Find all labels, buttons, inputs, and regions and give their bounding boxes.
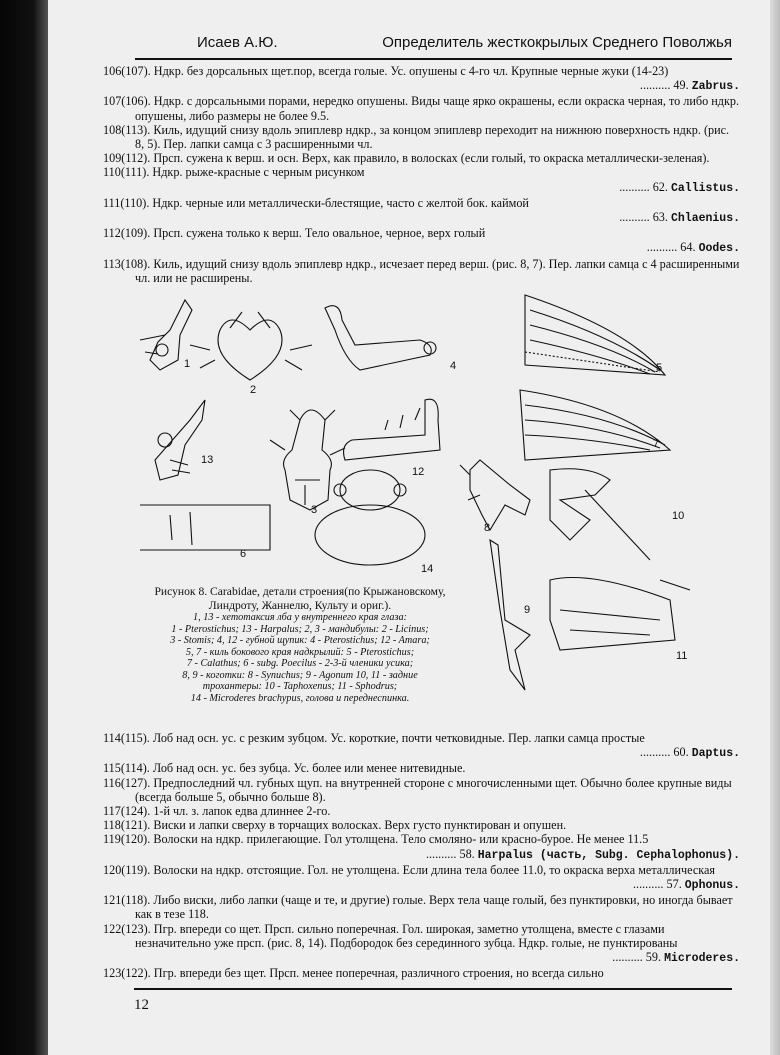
couplet-text: 121(118). Либо виски, либо лапки (чаще и те, и другие) голые. Верх тела чаще голый, без пунктировки, но иногда бывает как в тезе 118. bbox=[103, 893, 733, 922]
couplet-result bbox=[135, 950, 740, 966]
couplet-text: 118(121). Виски и лапки сверху в торчащих волосках. Верх густо пунктирован и опушен. bbox=[103, 818, 567, 833]
couplet-result bbox=[135, 847, 740, 863]
fig-label-8: 8 bbox=[484, 522, 491, 534]
genus-number: 59. bbox=[645, 950, 662, 965]
couplet-result bbox=[135, 240, 740, 256]
key-couplet bbox=[103, 893, 740, 922]
genus-number: 49. bbox=[673, 78, 689, 93]
drawing-5-elytral-keel bbox=[525, 295, 665, 375]
leader-dots: .......... bbox=[639, 745, 674, 760]
drawing-12-labial-palpus bbox=[344, 399, 440, 460]
couplet-text: 117(124). 1-й чл. з. лапок едва длиннее 2-го. bbox=[103, 804, 331, 819]
key-couplet bbox=[103, 761, 740, 776]
caption-line: 1, 13 - хетотаксия лба у внутреннего края глаза: bbox=[193, 612, 407, 623]
genus-name: Harpalus (часть, Subg. Cephalophonus). bbox=[477, 848, 740, 862]
couplet-text: 106(107). Ндкр. без дорсальных щет.пор, всегда голые. Ус. опушены с 4-го чл. Крупные черные жуки (14-23) bbox=[103, 64, 669, 78]
fig-label-11: 11 bbox=[676, 650, 688, 662]
key-couplet bbox=[103, 921, 740, 950]
key-couplet bbox=[103, 151, 740, 166]
key-couplet bbox=[103, 818, 740, 833]
leader-dots: .......... bbox=[619, 179, 653, 194]
key-couplet bbox=[103, 966, 740, 981]
couplet-text: 113(108). Киль, идущий снизу вдоль эпиплевр ндкр., исчезает перед верш. (рис. 8, 7). Пер. лапки самца с 4 расширенными чл. или не расширены. bbox=[103, 256, 740, 285]
caption-line: 7 - Calathus; 6 - subg. Poecilus - 2-3-й членики усика; bbox=[186, 658, 414, 669]
leader-dots: .......... bbox=[646, 240, 681, 255]
drawing-6-antenna-segments bbox=[140, 505, 270, 550]
couplet-text: 111(110). Ндкр. черные или металлически-блестящие, часто с желтой бок. каймой bbox=[103, 195, 529, 210]
genus-name: Oodes. bbox=[698, 242, 740, 256]
key-couplet bbox=[103, 64, 740, 78]
leader-dots: .......... bbox=[619, 210, 653, 225]
genus-number: 62. bbox=[652, 179, 668, 194]
drawing-2-mandibles bbox=[190, 312, 312, 380]
footer-rule bbox=[134, 988, 732, 990]
key-couplet bbox=[103, 226, 740, 241]
genus-number: 63. bbox=[652, 210, 668, 225]
couplet-text: 116(127). Предпоследний чл. губных щуп. на внутренней стороне с многочисленными щет. Обычно более крупные виды (всегда больше 5, обычно больше 8). bbox=[103, 775, 732, 804]
genus-number: 57. bbox=[666, 877, 682, 892]
fig-label-7: 7 bbox=[653, 438, 660, 450]
genus-name: Ophonus. bbox=[684, 879, 740, 893]
caption-line: 1 - Pterostichus; 13 - Harpalus; 2, 3 - мандибулы: 2 - Licinus; bbox=[171, 623, 429, 635]
caption-line: 3 - Stomis; 4, 12 - губной щупик: 4 - Pterostichus; 12 - Amara; bbox=[170, 635, 430, 646]
drawing-13-head-chaetotaxy bbox=[155, 400, 205, 480]
key-couplet bbox=[103, 94, 740, 123]
drawing-10-trochanter bbox=[550, 469, 650, 560]
genus-name: Callistus. bbox=[670, 181, 740, 195]
fig-label-9: 9 bbox=[524, 604, 531, 616]
fig-label-13: 13 bbox=[201, 454, 214, 466]
drawing-7-elytral-keel bbox=[520, 390, 670, 460]
leader-dots: .......... bbox=[632, 877, 667, 892]
drawing-8-claws bbox=[460, 460, 530, 530]
key-couplet bbox=[103, 256, 740, 285]
couplet-text: 112(109). Прсп. сужена только к верш. Тело овальное, черное, верх голый bbox=[103, 226, 486, 241]
fig-label-4: 4 bbox=[450, 360, 457, 372]
fig-label-12: 12 bbox=[412, 466, 425, 478]
caption-line: 8, 9 - коготки: 8 - Synuchus; 9 - Agonum 10, 11 - задние bbox=[182, 669, 418, 681]
couplet-text: 123(122). Пгр. впереди без щет. Прсп. менее поперечная, различного строения, но всегда сильно bbox=[103, 966, 604, 981]
couplet-text: 109(112). Прсп. сужена к верш. и осн. Верх, как правило, в волосках (если голый, то окраска металлически-зеленая). bbox=[103, 151, 710, 166]
fig-label-14: 14 bbox=[421, 563, 434, 575]
key-couplet bbox=[103, 731, 740, 745]
key-couplet bbox=[103, 195, 740, 210]
couplet-result bbox=[135, 745, 740, 761]
key-couplet bbox=[103, 165, 740, 180]
drawing-3-mandibles-body bbox=[270, 410, 345, 510]
fig-label-3: 3 bbox=[311, 504, 318, 516]
couplet-text: 107(106). Ндкр. с дорсальными порами, нередко опушены. Виды чаще ярко окрашены, если окраска черная, то либо ндкр. опушены, либо размеры не более 9.5. bbox=[103, 94, 740, 123]
fig-label-1: 1 bbox=[184, 358, 191, 370]
drawing-11-trochanter bbox=[550, 578, 690, 651]
leader-dots: .......... bbox=[612, 950, 646, 965]
scan-dark-edge bbox=[0, 0, 48, 1055]
genus-number: 60. bbox=[673, 745, 689, 760]
couplet-result bbox=[135, 78, 740, 94]
leader-dots: .......... bbox=[425, 846, 460, 861]
genus-name: Microderes. bbox=[664, 952, 740, 966]
caption-title: Рисунок 8. Carabidae, детали строения(по Крыжановскому, Линдроту, Жаннелю, Культу и ориг.). bbox=[154, 585, 446, 612]
fig-label-6: 6 bbox=[240, 548, 247, 560]
caption-legend bbox=[130, 612, 470, 704]
key-couplets-top bbox=[103, 64, 740, 285]
genus-name: Chlaenius. bbox=[670, 212, 740, 226]
header-title: Определитель жесткокрылых Среднего Поволжья bbox=[382, 34, 732, 51]
key-couplet bbox=[103, 775, 740, 804]
genus-number: 58. bbox=[459, 846, 475, 861]
couplet-result bbox=[135, 210, 740, 226]
scan-right-shade bbox=[770, 0, 780, 1055]
key-couplet bbox=[103, 122, 740, 152]
fig-label-10: 10 bbox=[672, 510, 685, 522]
couplet-text: 110(111). Ндкр. рыже-красные с черным рисунком bbox=[103, 165, 365, 180]
figure-caption bbox=[130, 585, 470, 704]
couplet-result bbox=[135, 877, 740, 893]
drawing-4-labial-palpus bbox=[325, 306, 436, 370]
fig-label-2: 2 bbox=[250, 384, 257, 396]
couplet-text: 108(113). Киль, идущий снизу вдоль эпиплевр ндкр., за концом эпиплевр переходит на нижнюю поверхность ндкр. (рис. 8, 5). Пер. лапки самца с 3 расширенными чл. bbox=[103, 122, 730, 152]
couplet-text: 119(120). Волоски на ндкр. прилегающие. Гол утолщена. Тело смоляно- или красно-бурое. Не менее 11.5 bbox=[103, 832, 649, 847]
couplet-text: 122(123). Пгр. впереди со щет. Прсп. сильно поперечная. Гол. широкая, заметно утолщена, вместе с глазами незначительно уже прсп. (рис. 8, 14). Подбородок без серединного зубца. Ндкр. голые, не пунктированы bbox=[103, 921, 678, 950]
couplet-text: 120(119). Волоски на ндкр. отстоящие. Гол. не утолщена. Если длина тела более 11.0, то окраска верха металлическая bbox=[103, 862, 716, 877]
header-author: Исаев А.Ю. bbox=[197, 34, 278, 51]
caption-line: трохантеры: 10 - Taphoxenus; 11 - Sphodrus; bbox=[202, 681, 398, 692]
key-couplet bbox=[103, 804, 740, 819]
genus-number: 64. bbox=[680, 240, 696, 255]
key-couplet bbox=[103, 862, 740, 877]
leader-dots: .......... bbox=[639, 78, 674, 93]
genus-name: Daptus. bbox=[691, 747, 740, 761]
key-couplets-bottom bbox=[103, 731, 740, 981]
couplet-text: 115(114). Лоб над осн. ус. без зубца. Ус. более или менее нитевидные. bbox=[103, 761, 466, 776]
caption-line: 5, 7 - киль бокового края надкрылий: 5 - Pterostichus; bbox=[185, 646, 415, 658]
couplet-result bbox=[135, 180, 740, 196]
running-header bbox=[135, 30, 732, 60]
fig-label-5: 5 bbox=[656, 362, 663, 374]
couplet-text: 114(115). Лоб над осн. ус. с резким зубцом. Ус. короткие, почти четковидные. Пер. лапки самца простые bbox=[103, 731, 645, 745]
key-couplet bbox=[103, 832, 740, 847]
page-number: 12 bbox=[134, 997, 149, 1013]
caption-line: 14 - Microderes brachypus, голова и переднеспинка. bbox=[190, 692, 410, 704]
genus-name: Zabrus. bbox=[691, 80, 740, 94]
drawing-14-head-pronotum bbox=[315, 470, 425, 565]
